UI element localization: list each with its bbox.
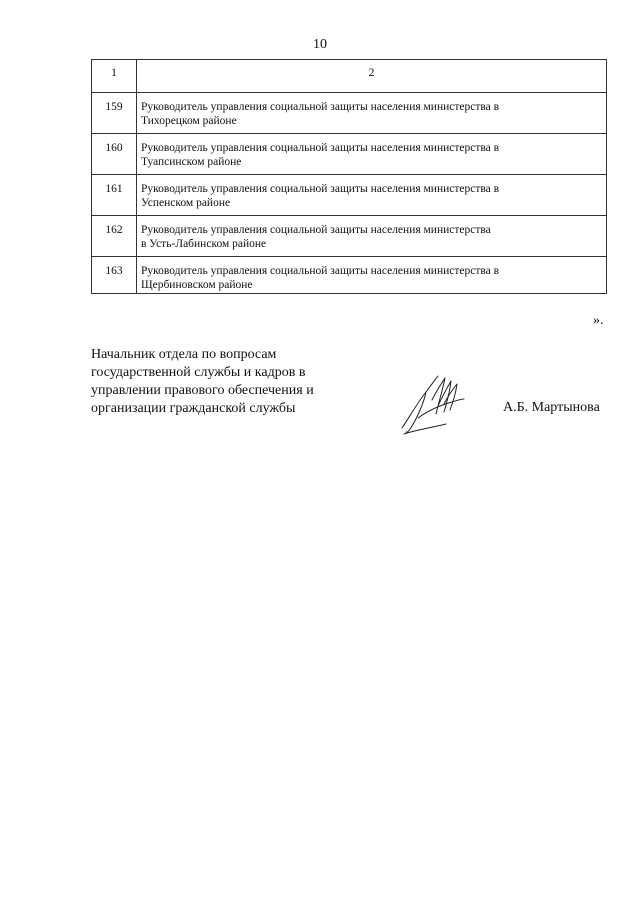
closing-quote: ». (593, 313, 604, 328)
table-row (92, 216, 607, 257)
row-position-title (137, 257, 607, 294)
table-row (92, 257, 607, 294)
signer-title (91, 346, 391, 418)
signer-title-line: Начальник отдела по вопросам (91, 347, 277, 362)
table-header-row (92, 60, 607, 93)
position-title-line: Руководитель управления социальной защиты населения министерства в (141, 265, 500, 277)
row-position-title (137, 93, 607, 134)
column-header-title: 2 (137, 60, 607, 93)
page-number: 10 (313, 37, 327, 52)
signer-name: А.Б. Мартынова (503, 400, 600, 415)
table-row (92, 175, 607, 216)
position-title-line: Щербиновском районе (141, 279, 253, 291)
row-position-title (137, 175, 607, 216)
signer-title-line: организации гражданской службы (91, 401, 296, 416)
table-row (92, 134, 607, 175)
row-number: 159 (92, 93, 137, 134)
signer-title-line: управлении правового обеспечения и (91, 383, 314, 398)
position-title-line: Руководитель управления социальной защиты населения министерства в (141, 142, 500, 154)
position-title-line: Тихорецком районе (141, 115, 237, 127)
position-title-line: Руководитель управления социальной защиты населения министерства в (141, 183, 500, 195)
position-title-line: в Усть-Лабинском районе (141, 238, 267, 250)
row-position-title (137, 134, 607, 175)
row-number: 163 (92, 257, 137, 294)
position-title-line: Успенском районе (141, 197, 231, 209)
row-number: 162 (92, 216, 137, 257)
handwritten-signature (398, 372, 470, 438)
row-number: 160 (92, 134, 137, 175)
position-title-line: Туапсинском районе (141, 156, 242, 168)
table-row (92, 93, 607, 134)
position-title-line: Руководитель управления социальной защиты населения министерства (141, 224, 491, 236)
positions-table (91, 59, 607, 294)
row-position-title (137, 216, 607, 257)
position-title-line: Руководитель управления социальной защиты населения министерства в (141, 101, 500, 113)
row-number: 161 (92, 175, 137, 216)
signer-title-line: государственной службы и кадров в (91, 365, 306, 380)
column-header-number: 1 (92, 60, 137, 93)
